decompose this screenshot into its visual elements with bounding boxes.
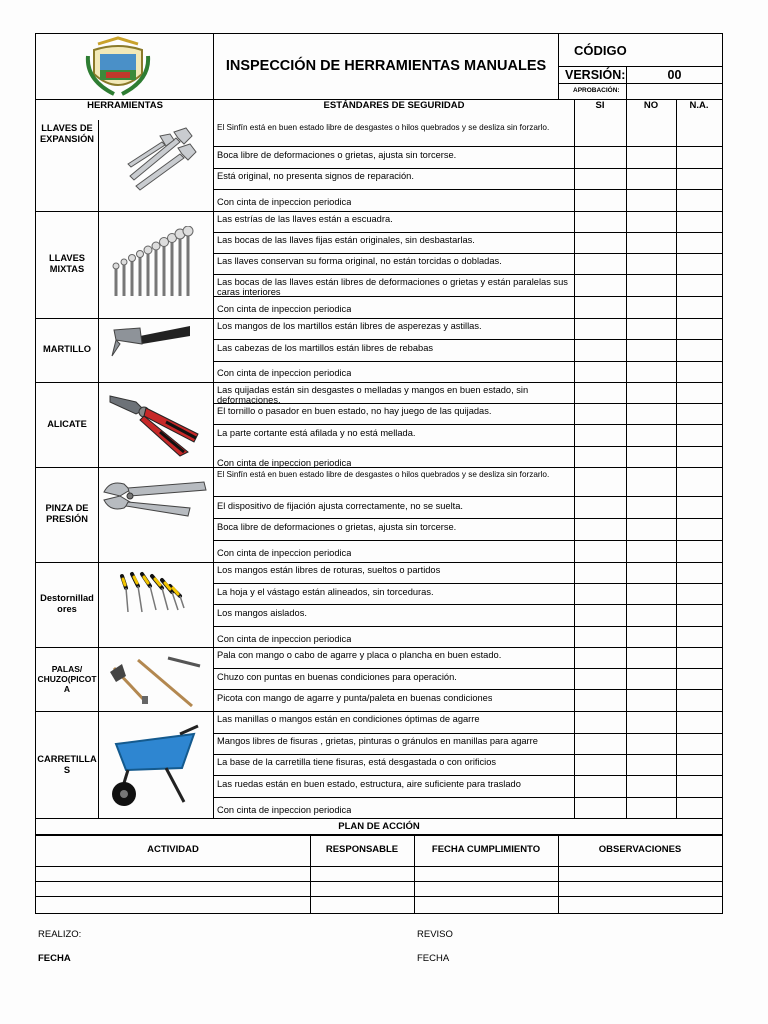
adjustable-wrench-icon [118, 124, 198, 192]
standard-text: Con cinta de inpeccion periodica [217, 368, 352, 378]
tool-name: CARRETILLA S [37, 754, 97, 775]
standard-text: Las ruedas están en buen estado, estructura, aire suficiente para traslado [217, 779, 521, 789]
col-si: SI [595, 100, 605, 111]
locking-pliers-icon [100, 474, 210, 524]
tool-name: PALAS/ CHUZO(PICOT A [37, 664, 97, 694]
standard-text: El dispositivo de fijación ajusta correctamente, no se suelta. [217, 501, 463, 511]
tool-name: LLAVES MIXTAS [49, 253, 85, 274]
hammer-icon [110, 322, 192, 360]
standard-text: Con cinta de inpeccion periodica [217, 634, 352, 644]
tool-name: PINZA DE PRESIÓN [45, 503, 89, 524]
col-fecha-cumplimiento: FECHA CUMPLIMIENTO [431, 844, 541, 855]
standard-text: La hoja y el vástago están alineados, sin torceduras. [217, 587, 434, 597]
standard-text: Las cabezas de los martillos están libres de rebabas [217, 343, 434, 353]
standard-text: Con cinta de inpeccion periodica [217, 458, 352, 468]
standard-text: Los mangos están libres de roturas, sueltos o partidos [217, 565, 441, 575]
standard-text: Chuzo con puntas en buenas condiciones para operación. [217, 672, 457, 682]
standard-text: Con cinta de inpeccion periodica [217, 805, 352, 815]
standard-text: Con cinta de inpeccion periodica [217, 548, 352, 558]
fecha-left-label: FECHA [38, 953, 71, 964]
standard-text: Con cinta de inpeccion periodica [217, 197, 352, 207]
col-na: N.A. [689, 100, 709, 111]
standard-text: La base de la carretilla tiene fisuras, está desgastada o con orificios [217, 757, 497, 767]
tool-name: LLAVES DE EXPANSIÓN [39, 123, 95, 144]
standard-text: Está original, no presenta signos de reparación. [217, 171, 414, 181]
standard-text: El tornillo o pasador en buen estado, no hay juego de las quijadas. [217, 406, 492, 416]
company-logo [84, 36, 152, 98]
col-actividad: ACTIVIDAD [147, 844, 199, 855]
standard-text: El Sinfín está en buen estado libre de desgastes o hilos quebrados y se desliza sin forzarlo. [217, 123, 550, 132]
tool-name: Destornillad ores [40, 593, 94, 614]
standard-text: Boca libre de deformaciones o grietas, ajusta sin torcerse. [217, 150, 457, 160]
standard-text: Las llaves conservan su forma original, no están torcidas o dobladas. [217, 256, 502, 266]
plan-title: PLAN DE ACCIÓN [338, 821, 420, 832]
col-estandares: ESTÁNDARES DE SEGURIDAD [323, 100, 465, 111]
screwdriver-set-icon [112, 566, 188, 622]
standard-text: Con cinta de inpeccion periodica [217, 304, 352, 314]
realizo-label: REALIZO: [38, 929, 82, 940]
standard-text: Las bocas de las llaves están libres de deformaciones o grietas y están paralelas sus caras interiores [217, 277, 568, 296]
standard-text: Las manillas o mangos están en condiciones óptimas de agarre [217, 714, 480, 724]
tool-name: ALICATE [47, 419, 87, 429]
standard-text: Los mangos aislados. [217, 608, 307, 618]
fecha-right-label: FECHA [417, 953, 450, 964]
standard-text: Las bocas de las llaves fijas están originales, sin desbastarlas. [217, 235, 475, 245]
version-label: VERSIÓN: [565, 68, 626, 82]
pliers-icon [106, 388, 202, 458]
col-observaciones: OBSERVACIONES [598, 844, 682, 855]
standard-text: Picota con mango de agarre y punta/paleta en buenas condiciones [217, 693, 493, 703]
shovel-pick-icon [108, 656, 204, 708]
standard-text: Mangos libres de fisuras , grietas, pinturas o gránulos en manillas para agarre [217, 736, 538, 746]
standard-text: Las estrías de las llaves están a escuadra. [217, 214, 393, 224]
version-value: 00 [667, 68, 682, 82]
reviso-label: REVISO [417, 929, 453, 940]
standard-text: Las quijadas están sin desgastes o melladas y mangos en buen estado, sin deformaciones. [217, 385, 529, 404]
standard-text: Boca libre de deformaciones o grietas, ajusta sin torcerse. [217, 522, 457, 532]
codigo-label: CÓDIGO [574, 43, 627, 58]
standard-text: Los mangos de los martillos están libres de asperezas y astillas. [217, 321, 482, 331]
aprobacion-label: APROBACIÓN: [573, 87, 620, 94]
form-title: INSPECCIÓN DE HERRAMIENTAS MANUALES [225, 58, 547, 74]
tool-name: MARTILLO [42, 344, 92, 354]
col-no: NO [643, 100, 659, 111]
standard-text: La parte cortante está afilada y no está mellada. [217, 428, 416, 438]
col-herramientas: HERRAMIENTAS [87, 100, 163, 111]
standard-text: El Sinfín está en buen estado libre de desgastes o hilos quebrados y se desliza sin forzarlo. [217, 470, 550, 479]
combination-wrench-set-icon [108, 226, 198, 300]
wheelbarrow-icon [106, 724, 202, 810]
standard-text: Pala con mango o cabo de agarre y placa o plancha en buen estado. [217, 650, 502, 660]
col-responsable: RESPONSABLE [325, 844, 399, 855]
